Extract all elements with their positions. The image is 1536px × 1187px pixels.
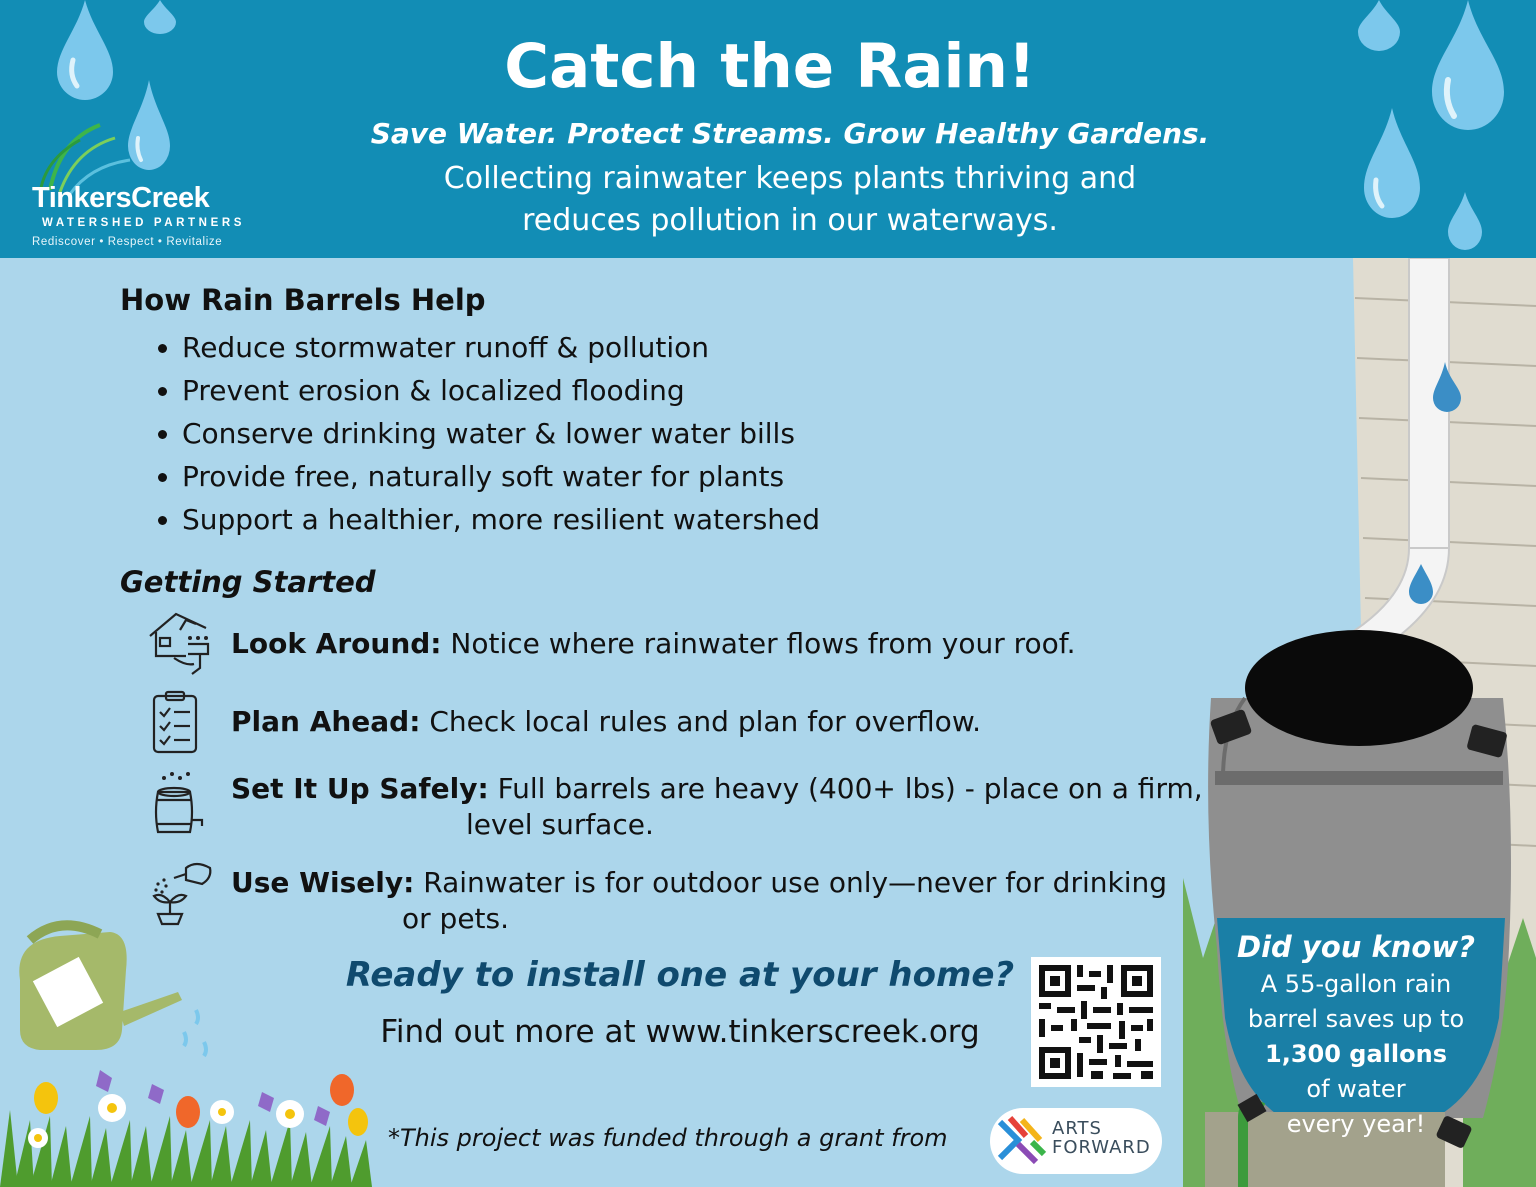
benefits-list xyxy=(140,326,820,541)
list-item: • Conserve drinking water & lower water bills xyxy=(182,412,820,455)
page-title: Catch the Rain! xyxy=(504,31,1036,102)
sponsor-name-line1: ARTS xyxy=(1052,1118,1102,1139)
arts-forward-mark-icon xyxy=(996,1114,1048,1168)
step-label: Plan Ahead: xyxy=(231,705,421,738)
step-look-around xyxy=(231,626,1076,662)
did-you-know-body xyxy=(1216,967,1496,1142)
fact-line: every year! xyxy=(1286,1110,1426,1138)
logo-tagline: Rediscover • Respect • Revitalize xyxy=(32,236,223,248)
house-gutter-icon xyxy=(146,608,214,678)
list-item: • Prevent erosion & localized flooding xyxy=(182,369,820,412)
raindrop-icon xyxy=(1362,108,1422,220)
raindrop-icon xyxy=(1430,0,1506,132)
fact-line: barrel saves up to xyxy=(1247,1005,1465,1033)
page-tagline: Save Water. Protect Streams. Grow Healthy Gardens. xyxy=(370,117,1210,150)
step-text: Full barrels are heavy (400+ lbs) - place on a firm, xyxy=(497,772,1203,805)
step-set-it-up-safely xyxy=(231,771,1203,843)
step-plan-ahead xyxy=(231,704,981,740)
step-label: Set It Up Safely: xyxy=(231,772,489,805)
raindrop-icon xyxy=(1446,192,1484,252)
raindrop-icon xyxy=(55,0,115,100)
logo-title: TinkersCreek xyxy=(32,182,210,214)
logo-subtitle: WATERSHED PARTNERS xyxy=(42,217,246,229)
getting-started-heading: Getting Started xyxy=(120,565,376,599)
raindrop-icon xyxy=(1356,0,1402,52)
website-link[interactable]: Find out more at www.tinkerscreek.org xyxy=(380,1014,980,1050)
step-label: Use Wisely: xyxy=(231,866,415,899)
funding-note: *This project was funded through a grant from xyxy=(388,1124,948,1152)
list-item: • Provide free, naturally soft water for plants xyxy=(182,455,820,498)
fact-line: of water xyxy=(1306,1075,1406,1103)
watering-can-plant-icon xyxy=(150,858,216,926)
step-text: Notice where rainwater flows from your roof. xyxy=(450,627,1076,660)
list-item: • Reduce stormwater runoff & pollution xyxy=(182,326,820,369)
cta-question: Ready to install one at your home? xyxy=(345,955,1015,995)
fact-line: A 55-gallon rain xyxy=(1260,970,1452,998)
sponsor-name-line2: FORWARD xyxy=(1052,1137,1151,1158)
intro-line: Collecting rainwater keeps plants thriving and xyxy=(443,161,1137,196)
fact-highlight: 1,300 gallons xyxy=(1265,1040,1447,1068)
qr-code[interactable] xyxy=(1031,957,1161,1087)
step-text: Check local rules and plan for overflow. xyxy=(429,705,982,738)
step-label: Look Around: xyxy=(231,627,442,660)
intro-text xyxy=(380,158,1200,242)
help-heading: How Rain Barrels Help xyxy=(120,283,486,317)
intro-line: reduces pollution in our waterways. xyxy=(522,203,1058,238)
clipboard-checklist-icon xyxy=(150,690,200,756)
list-item: • Support a healthier, more resilient watershed xyxy=(182,498,820,541)
did-you-know-title: Did you know? xyxy=(1237,930,1475,964)
watering-can-flowers-illustration xyxy=(0,920,390,1187)
step-text: Rainwater is for outdoor use only—never for drinking xyxy=(423,866,1167,899)
raindrop-icon xyxy=(142,0,178,34)
rain-barrel-icon xyxy=(150,770,206,836)
step-text-continued: level surface. xyxy=(466,808,654,841)
step-text-continued: or pets. xyxy=(402,902,510,935)
